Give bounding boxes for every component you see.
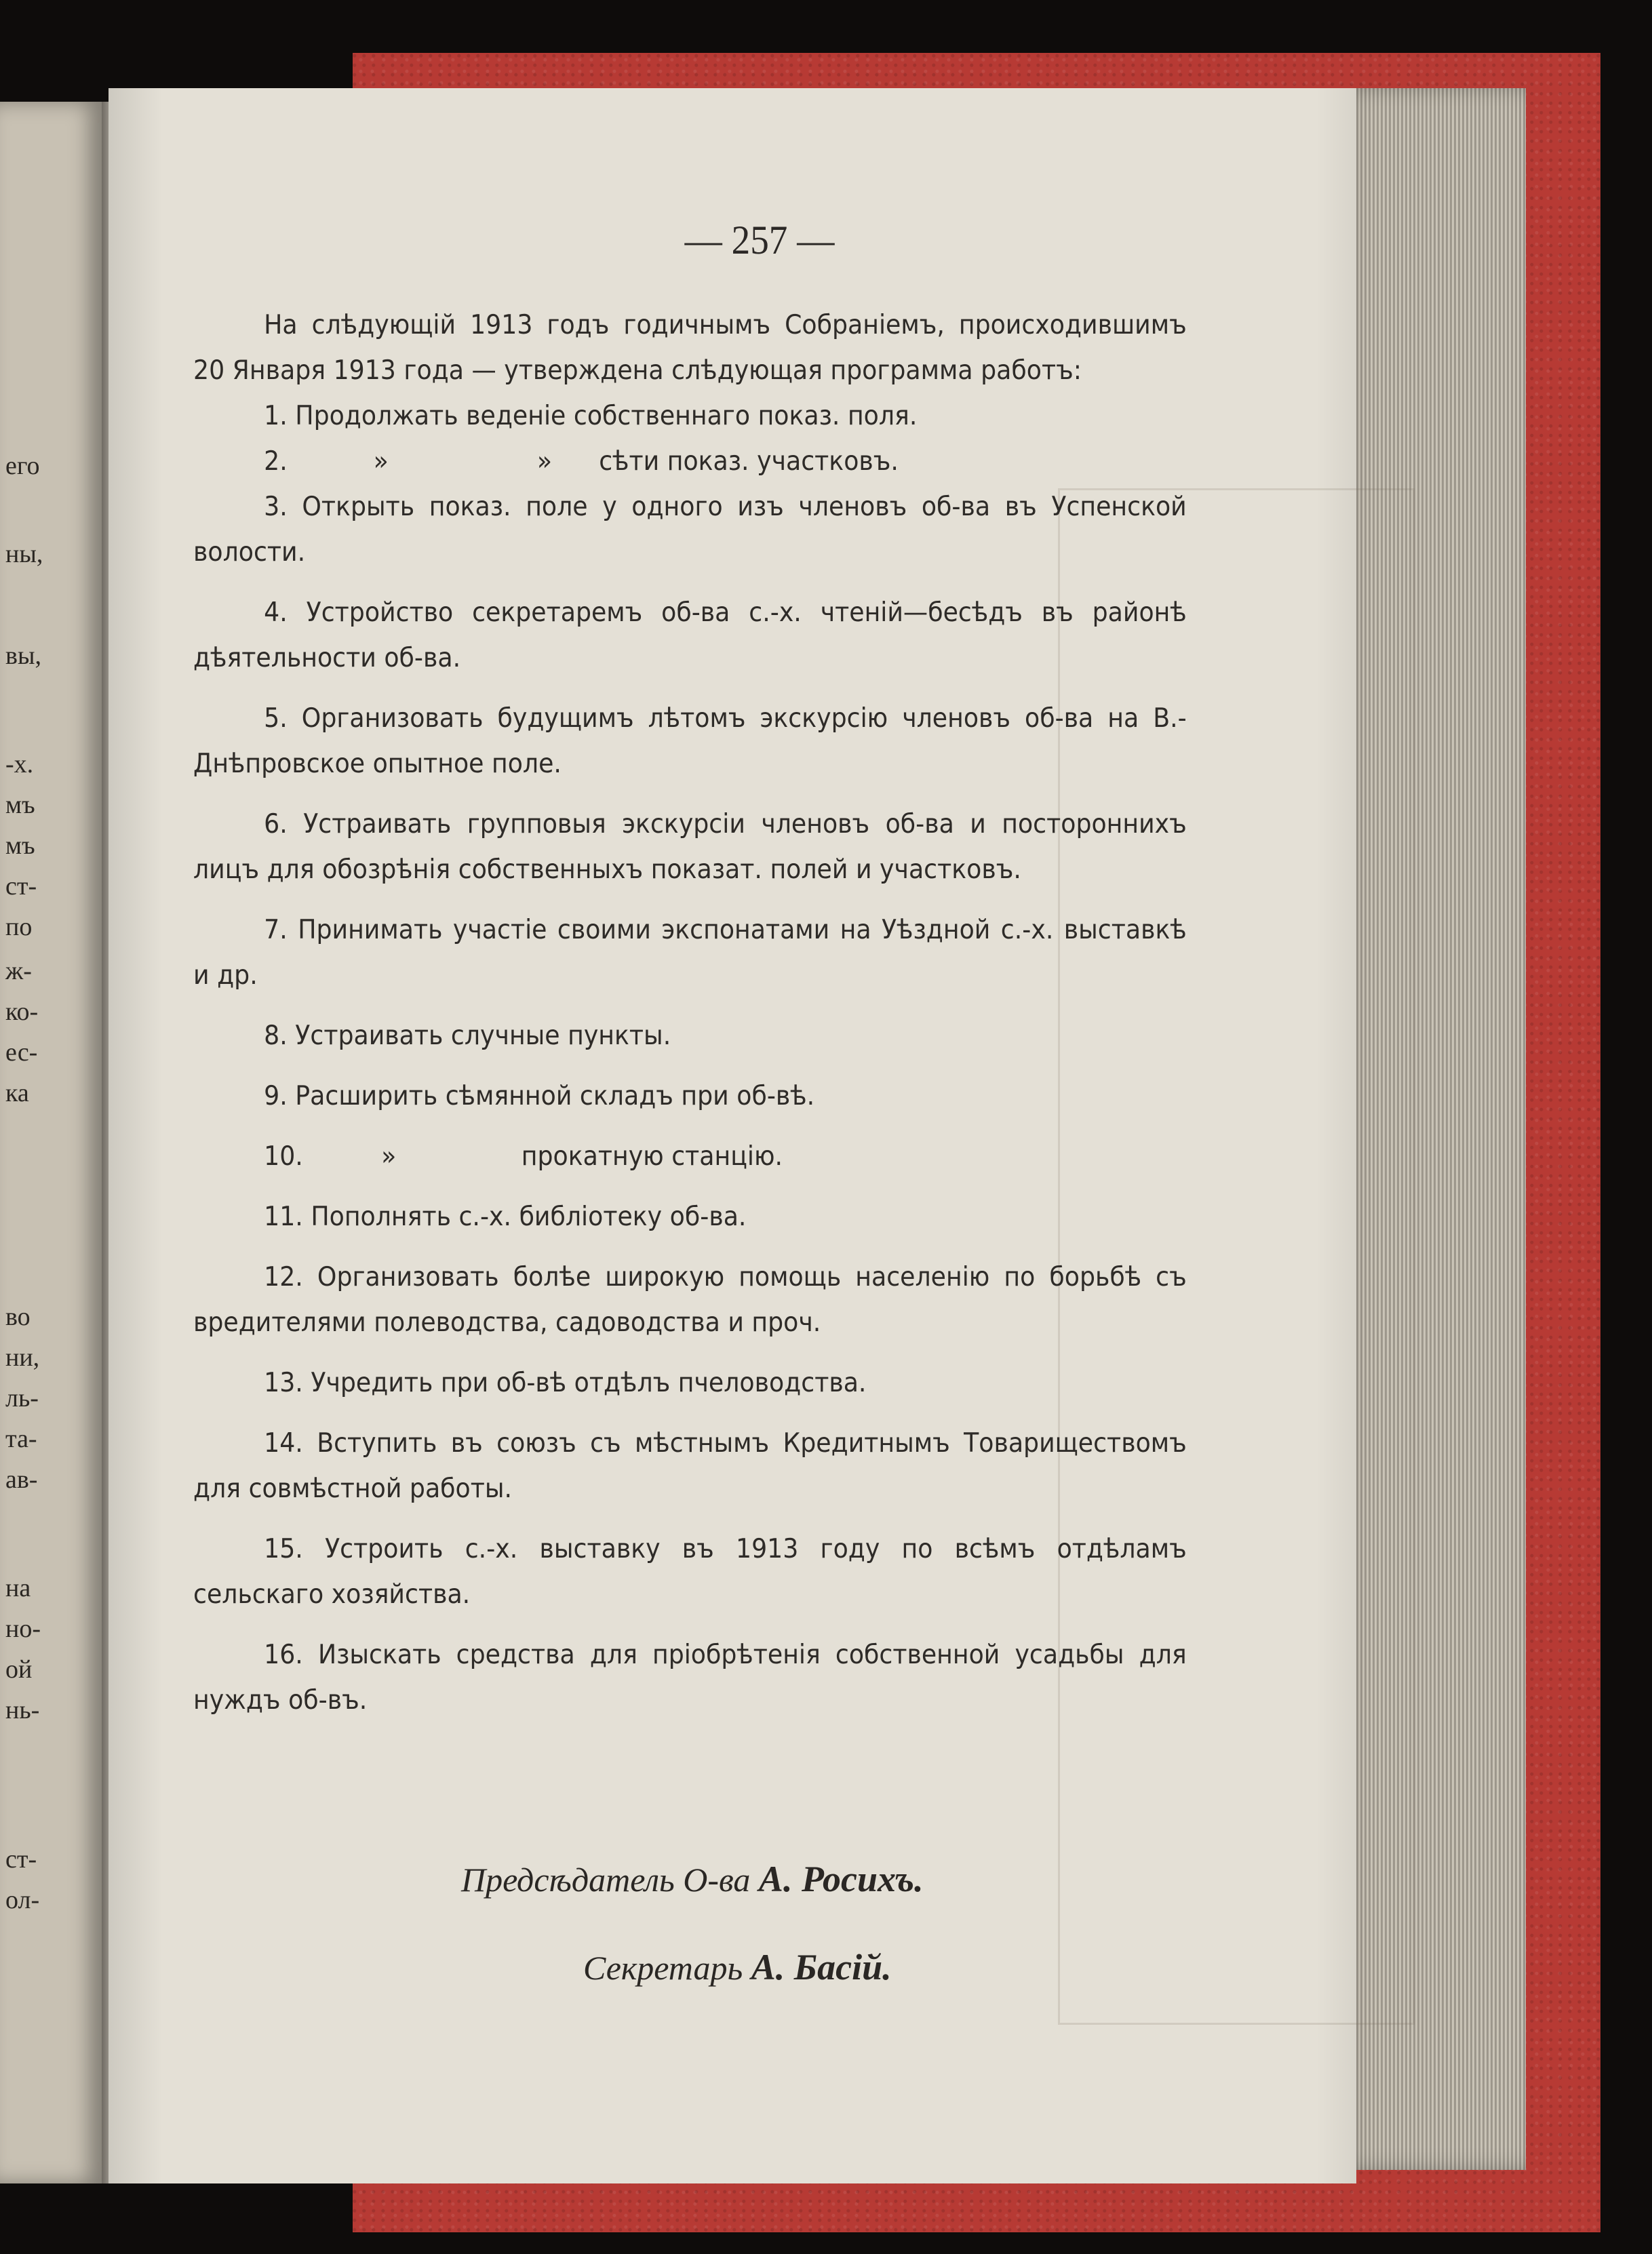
left-fragment: по <box>5 913 33 941</box>
left-fragment: ой <box>5 1655 33 1684</box>
left-fragment: ес- <box>5 1038 38 1067</box>
left-fragment: мъ <box>5 791 35 819</box>
chairman-title: Предсѣдатель О-ва <box>461 1861 751 1899</box>
program-item: 9. Расширить сѣмянной складъ при об-вѣ. <box>264 1081 815 1111</box>
left-fragment: но- <box>5 1615 41 1643</box>
left-fragment: та- <box>5 1425 37 1453</box>
program-item: 14. Вступить въ союзъ съ мѣстнымъ Кредитнымъ Товариществомъ для совмѣстной работы. <box>193 1428 1187 1504</box>
program-item: 1. Продолжать веденіе собственнаго показ. поля. <box>264 401 918 431</box>
chairman-signature <box>461 1858 924 1900</box>
program-item: 13. Учредить при об-вѣ отдѣлъ пчеловодства. <box>264 1368 867 1398</box>
left-fragment: ко- <box>5 997 39 1026</box>
left-fragment: во <box>5 1303 31 1331</box>
secretary-name: А. Басій. <box>751 1947 892 1988</box>
left-fragment: ав- <box>5 1465 38 1494</box>
program-item: 4. Устройство секретаремъ об-ва с.-х. чтеній—бесѣдъ въ районѣ дѣятельности об-ва. <box>193 597 1187 673</box>
program-item: 16. Изыскать средства для пріобрѣтенія собственной усадьбы для нуждъ об-въ. <box>193 1640 1187 1716</box>
left-fragment: ол- <box>5 1886 40 1914</box>
left-fragment: на <box>5 1574 31 1602</box>
left-fragment: ж- <box>5 957 32 985</box>
program-item: 5. Организовать будущимъ лѣтомъ экскурсію членовъ об-ва на В.-Днѣпровское опытное поле. <box>193 703 1187 779</box>
program-item: 7. Принимать участіе своими экспонатами на Уѣздной с.-х. выставкѣ и др. <box>193 915 1187 991</box>
left-fragment: вы, <box>5 641 41 670</box>
secretary-title: Секретарь <box>583 1949 743 1987</box>
left-fragment: нь- <box>5 1696 40 1724</box>
left-fragment: ны, <box>5 540 43 568</box>
program-item: 2. » » сѣти показ. участковъ. <box>264 446 899 477</box>
page-number: — 257 — <box>684 218 835 262</box>
left-facing-page <box>0 102 102 2183</box>
intro-paragraph: На слѣдующій 1913 годъ годичнымъ Собраніемъ, происходившимъ 20 Января 1913 года — утверждена слѣдующая программа работъ: <box>193 310 1187 386</box>
page-body <box>193 302 1187 1723</box>
book-page <box>109 88 1356 2183</box>
program-item: 15. Устроить с.-х. выставку въ 1913 году по всѣмъ отдѣламъ сельскаго хозяйства. <box>193 1534 1187 1610</box>
program-item: 11. Пополнять с.-х. библіотеку об-ва. <box>264 1202 747 1232</box>
secretary-signature <box>583 1946 892 1988</box>
left-fragment: ст- <box>5 1845 37 1874</box>
left-fragment: мъ <box>5 831 35 860</box>
left-fragment: -х. <box>5 750 34 778</box>
left-fragment: ни, <box>5 1343 40 1372</box>
program-item: 6. Устраивать групповыя экскурсіи членовъ об-ва и постороннихъ лицъ для обозрѣнія собственныхъ показат. полей и участковъ. <box>193 809 1187 885</box>
program-item: 10. » прокатную станцію. <box>264 1141 783 1172</box>
left-fragment: его <box>5 452 40 480</box>
left-fragment: ст- <box>5 872 37 901</box>
left-fragment: ль- <box>5 1384 39 1412</box>
program-item: 8. Устраивать случные пункты. <box>264 1021 671 1051</box>
program-item: 12. Организовать болѣе широкую помощь населенію по борьбѣ съ вредителями полеводства, садоводства и проч. <box>193 1262 1187 1338</box>
program-item: 3. Открыть показ. поле у одного изъ членовъ об-ва въ Успенской волости. <box>193 492 1187 568</box>
chairman-name: А. Росихъ. <box>758 1859 924 1899</box>
left-fragment: ка <box>5 1079 29 1107</box>
